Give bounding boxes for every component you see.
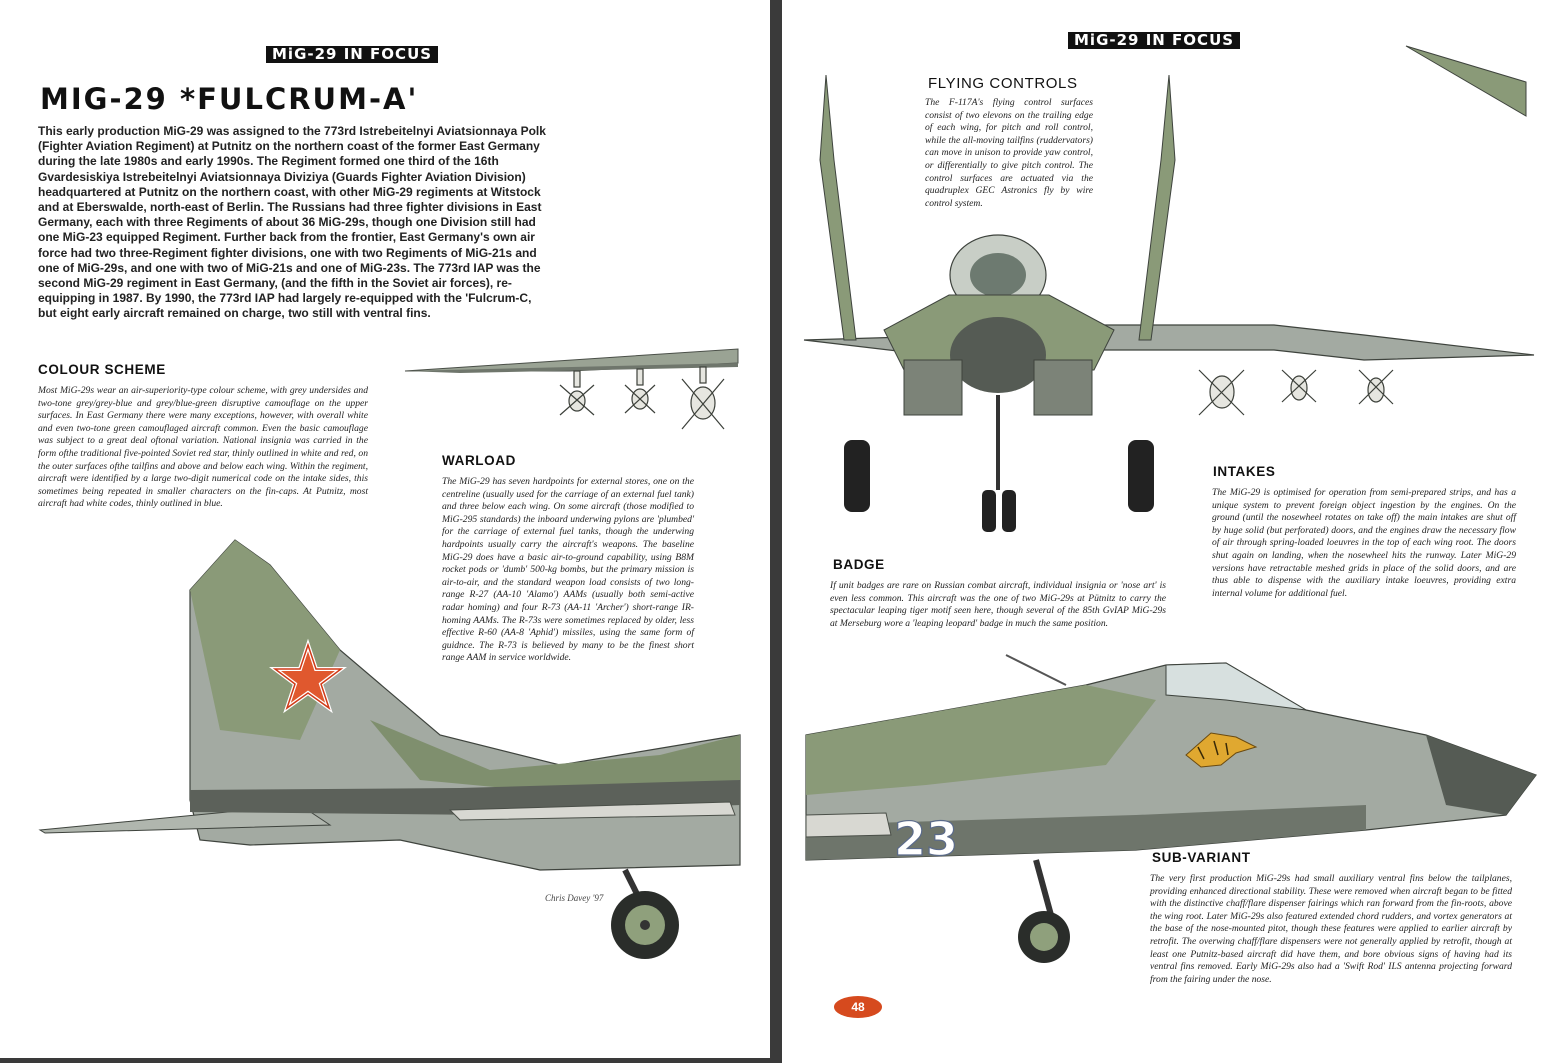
series-banner: MiG-29 IN FOCUS xyxy=(266,46,438,63)
intakes-text: The MiG-29 is optimised for operation from semi-prepared strips, and has a unique system to prevent foreign object ingestion by the engines. On the ground (until the nosewheel rotates on take off) the main intakes are shut off by huge solid (but perforated) doors, and the engines draw the necessary flow of air through spring-loaded loeuvres in the top of each wing root. The doors shut again on landing, when the nosewheel hits the runway. Later MiG-29 versions have retractable meshed grids in place of the solid doors, and are thus able to dispense with the auxiliary intake loeuvres, providing extra internal volume for additional fuel. xyxy=(1212,487,1516,599)
intakes-heading: INTAKES xyxy=(1213,464,1276,479)
artist-signature: Chris Davey '97 xyxy=(545,893,604,903)
front-view-illustration xyxy=(804,70,1534,540)
colour-scheme-text: Most MiG-29s wear an air-superiority-type colour scheme, with grey undersides and two-tone grey/grey-blue and grey/blue-green disruptive camouflage on the upper surfaces. In East Germany there were many exceptions, however, with overall white and even two-tone green camouflaged aircraft common. Even the basic camouflage was subject to a great deal oftonal variation. National insignia was carried in the form ofthe traditional five-pointed Soviet red star, thinly outlined in white and red, on the outer surfaces ofthe tailfins and above and below each wing. Within the regiment, aircraft were identified by a large two-digit numerical code on the intake sides, this sometimes being repeated in smaller characters on the fin-caps. At Putnitz, most aircraft had white codes, thinly outlined in blue. xyxy=(38,385,368,510)
warload-heading: WARLOAD xyxy=(442,453,516,468)
wingtip-detail xyxy=(1404,44,1528,118)
flying-controls-heading: FLYING CONTROLS xyxy=(928,75,1078,92)
aircraft-code: 23 xyxy=(894,812,959,866)
left-page xyxy=(0,0,770,1058)
badge-heading: BADGE xyxy=(833,557,885,572)
page-number: 48 xyxy=(834,996,882,1018)
colour-scheme-heading: COLOUR SCHEME xyxy=(38,362,166,377)
flying-controls-text: The F-117A's flying control surfaces consist of two elevons on the trailing edge of each wing, for pitch and roll control, while the all-moving tailfins (ruddervators) can move in unison to provide yaw control, or differentially to give pitch control. The control surfaces are actuated via the quadruplex GEC Astronics fly by wire control system. xyxy=(925,97,1093,209)
warload-text: The MiG-29 has seven hardpoints for external stores, one on the centreline (usually used for the carriage of an external fuel tank) and three below each wing. On some aircraft (those modified to MiG-295 standards) the inboard underwing pylons are 'plumbed' for the carriage of external fuel tanks, though the underwing hardpoints usually carry the aircraft's weapons. The baseline MiG-29 does have a basic air-to-ground capability, using B8M rocket pods or 'dumb' 500-kg bombs, but the primary mission is air-to-air, and the standard weapon load consists of two long-range R-27 (AA-10 'Alamo') AAMs (usually both semi-active radar homing) and four R-73 (AA-11 'Archer') short-range IR-homing AAMs. The R-73s were sometimes replaced by older, less effective R-60 (AA-8 'Aphid') missiles, using the same form of guidnce. The R-73 is believed by many to be the finest short range AAM in service worldwide. xyxy=(442,476,694,664)
series-banner-right: MiG-29 IN FOCUS xyxy=(1068,32,1240,49)
page-gutter xyxy=(770,0,782,1063)
badge-text: If unit badges are rare on Russian combat aircraft, individual insignia or 'nose art' is even less common. This aircraft was the one of two MiG-29s at Pütnitz to carry the spectacular leaping tiger motif seen here, though several of the 85th GvIAP MiG-29s at Merseburg wore a 'leaping leopard' badge in much the same position. xyxy=(830,580,1166,629)
sub-variant-heading: SUB-VARIANT xyxy=(1152,850,1251,865)
page-title: MIG-29 *FULCRUM-A' xyxy=(40,82,419,116)
intro-paragraph: This early production MiG-29 was assigned to the 773rd Istrebeitelnyi Aviatsionnaya Polk (Fighter Aviation Regiment) at Putnitz on the northern coast of the former East Germany during the late 1980s and early 1990s. The Regiment formed one third of the 16th Gvardesiskiya Istrebeitelnyi Aviatsionnaya Diviziya (Guards Fighter Aviation Division) headquartered at Putnitz on the northern coast, with other MiG-29 regiments at Witstock and at Eberswalde, north-east of Berlin. The Russians had three fighter divisions in East Germany, each with three Regiments of about 36 MiG-29s, though one Division still had one MiG-23 equipped Regiment. Further back from the frontier, East Germany's own air force had two three-Regiment fighter divisions, one with two Regiments of MiG-21s and one of MiG-29s, and one with two of MiG-21s and one of MiG-23s. The 773rd IAP was the second MiG-29 regiment in East Germany, (and the fifth in the Soviet air forces), re-equipping in 1987. By 1990, the 773rd IAP had largely re-equipped with the 'Fulcrum-C, but eight early aircraft remained on charge, two still with ventral fins. xyxy=(38,124,546,321)
sub-variant-text: The very first production MiG-29s had small auxiliary ventral fins below the tailplanes, providing enhanced directional stability. These were removed when aircraft began to be fitted with the distinctive chaff/flare dispenser fairings which ran forward from the fin-roots, above the wing root. Later MiG-29s also featured extended chord rudders, and vortex generators at the base of the nose-mounted pitot, though these features were applied to earlier aircraft by retrofit. The overwing chaff/flare dispensers were not generally applied by retrofit, though at least one Putnitz-based aircraft did have them, and bore obvious signs of having had its ventral fins removed. Early MiG-29s also had a 'Swift Rod' ILS antenna projecting forward from the fairing under the nose. xyxy=(1150,873,1512,985)
wing-profile-illustration xyxy=(400,345,740,440)
rear-fuselage-illustration xyxy=(40,540,740,965)
right-page xyxy=(782,0,1548,1063)
